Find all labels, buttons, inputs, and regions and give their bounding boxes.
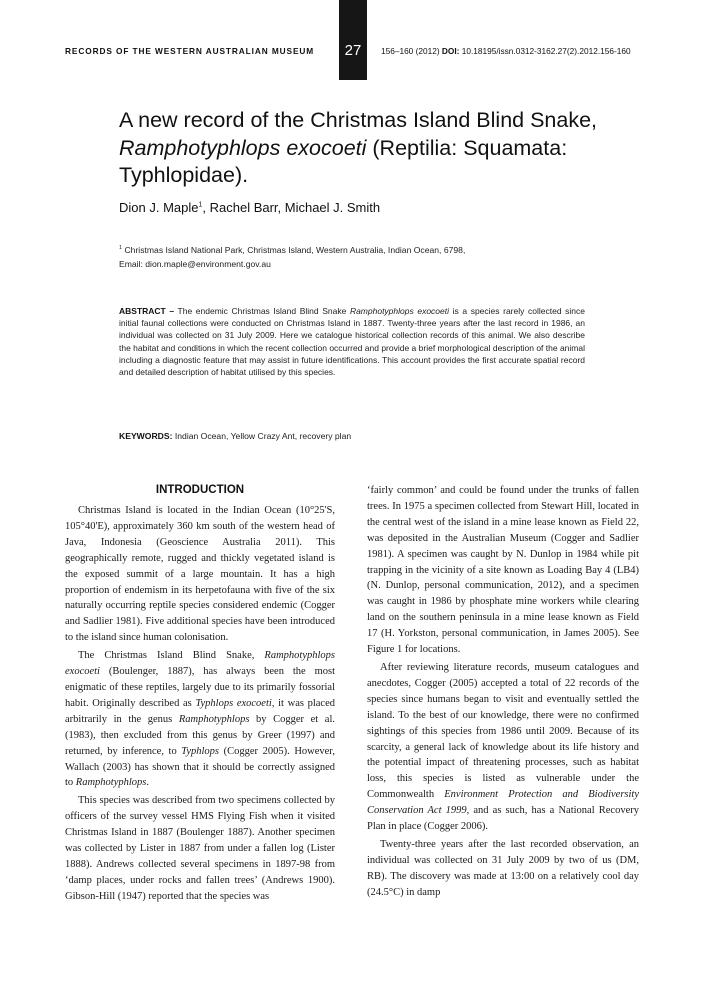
affiliation xyxy=(119,241,589,271)
author-first: Dion J. Maple xyxy=(119,200,199,215)
species-name: Typhlops exocoeti xyxy=(195,697,272,709)
text-run: After reviewing literature records, museum catalogues and anecdotes, Cogger (2005) accepted a total of 22 records of the species since humans began to visit and eventually settled the island. To the best of our knowledge, there were no confirmed sightings of this species from 1986 until 2009. Because of its scarcity, a general lack of knowledge about its life history and the potential impact of threatening processes, such as habitat loss, this species is listed as vulnerable under the Commonwealth xyxy=(367,661,639,801)
affil-text: Christmas Island National Park, Christmas Island, Western Australia, Indian Ocean, 6798, xyxy=(124,244,466,255)
abstract-species: Ramphotyphlops exocoeti xyxy=(349,306,449,316)
doi-value: 10.18195/issn.0312-3162.27(2).2012.156-160 xyxy=(461,46,631,56)
intro-paragraph-2 xyxy=(65,648,335,791)
intro-paragraph-4: ‘fairly common’ and could be found under the trunks of fallen trees. In 1975 a specimen collected from Stewart Hill, located in the central west of the island in a mine lease known as Field 22, was deposited in the Australian Museum (Cogger and Sadlier 1981). A specimen was caught by N. Dunlop in 1984 while pit trapping in the vicinity of a site known as Loading Bay 4 (LB4) (N. Dunlop, personal communication, 2012), and a specimen was caught in 1986 by phosphate mine workers while clearing land on the southern peninsula in a mine lease known as Field 17 (H. Yorkston, personal communication, in James 2005). See Figure 1 for locations. xyxy=(367,485,639,656)
species-name: Ramphotyphlops exocoeti xyxy=(65,650,335,678)
right-column xyxy=(367,483,639,903)
author-affil-marker: 1 xyxy=(198,201,203,209)
keywords xyxy=(119,431,351,441)
running-header xyxy=(0,0,704,80)
author-rest: , Rachel Barr, Michael J. Smith xyxy=(202,200,381,215)
intro-paragraph-1: Christmas Island is located in the Indian Ocean (10°25'S, 105°40'E), approximately 360 km south of the western head of Java, Indonesia (Geoscience Australia 2011). This geographically remote, rugged and thickly vegetated island is the exposed summit of a large mountain. It has a high proportion of endemism in its herpetofauna with five of the six naturally occurring reptile species considered endemic (Cogger and Sadlier 1981). Five additional species have been introduced to the island since human colonisation. xyxy=(65,505,335,644)
intro-paragraph-6: Twenty-three years after the last recorded observation, an individual was collected on 31 July 2009 by two of us (DM, RB). The discovery was made at 13:00 on a relatively cool day (24.5°C) in damp xyxy=(367,838,639,898)
text-run: The Christmas Island Blind Snake, xyxy=(78,650,265,662)
page-range: 156–160 (2012) xyxy=(381,46,440,56)
text-run: by Cogger et al. (1983), then excluded from this genus by Greer (1997) and returned, by inference, to xyxy=(65,713,335,757)
abstract-post: is a species rarely collected since initial faunal collections were conducted on Christmas Island in 1887. Twenty-three years after the last record in 1986, an individual was collected on 31 July 2009. Here we catalogue historical collection records of this animal. We also describe the habitat and conditions in which the recent collection occurred and provide a brief morphological description of the animal including a diagnostic feature that may assist in future identifications. This account provides the first accurate spatial record and detailed description of habitat utilised by this species. xyxy=(119,306,585,378)
intro-paragraph-3: This species was described from two specimens collected by officers of the survey vessel HMS Flying Fish when it visited Christmas Island in 1887 (Boulenger 1887). Another specimen was collected by Lister in 1887 from under a fallen log (Lister 1888). Andrews collected several specimens in 1897-98 from ‘damp places, under rocks and fallen trees’ (Andrews 1900). Gibson-Hill (1947) reported that the species was xyxy=(65,795,335,902)
abstract-pre: The endemic Christmas Island Blind Snake xyxy=(174,306,350,316)
text-run: (Boulenger, 1887), has always been the most enigmatic of these reptiles, largely due to its primarily fossorial habit. Originally described as xyxy=(65,666,335,709)
keywords-text: Indian Ocean, Yellow Crazy Ant, recovery plan xyxy=(172,431,352,441)
abstract-label: ABSTRACT – xyxy=(119,306,175,316)
text-run: , and as such, has a National Recovery Plan in place (Cogger 2006). xyxy=(367,805,639,833)
genus-name: Ramphotyphlops xyxy=(75,777,147,789)
abstract xyxy=(119,305,585,378)
act-name: Environment Protection and Biodiversity Conservation Act 1999 xyxy=(367,789,639,817)
text-run: . xyxy=(146,777,149,789)
genus-name: Typhlops xyxy=(181,745,220,757)
keywords-label: KEYWORDS: xyxy=(119,431,173,441)
title-species: Ramphotyphlops exocoeti xyxy=(119,135,367,160)
title-part1: A new record of the Christmas Island Blind Snake, xyxy=(119,108,598,132)
affil-email: Email: dion.maple@environment.gov.au xyxy=(119,258,271,269)
affil-marker: 1 xyxy=(119,245,123,251)
left-column xyxy=(65,483,335,907)
page-number: 27 xyxy=(344,42,362,59)
intro-paragraph-5 xyxy=(367,660,639,835)
genus-name: Ramphotyphlops xyxy=(178,713,250,725)
text-run: (Cogger 2005). However, Wallach (2003) has shown that it should be correctly assigned to xyxy=(65,745,336,789)
text-run: , it was placed arbitrarily in the genus xyxy=(65,697,336,725)
journal-name: RECORDS OF THE WESTERN AUSTRALIAN MUSEUM xyxy=(65,46,315,56)
author-list xyxy=(119,200,380,215)
page-number-box xyxy=(339,0,367,80)
section-heading-introduction: INTRODUCTION xyxy=(155,484,245,496)
doi-label: DOI: xyxy=(441,46,460,56)
title-part2: (Reptilia: Squamata: Typhlopidae). xyxy=(119,135,568,187)
article-title xyxy=(119,107,619,190)
pages-and-doi xyxy=(381,46,631,56)
